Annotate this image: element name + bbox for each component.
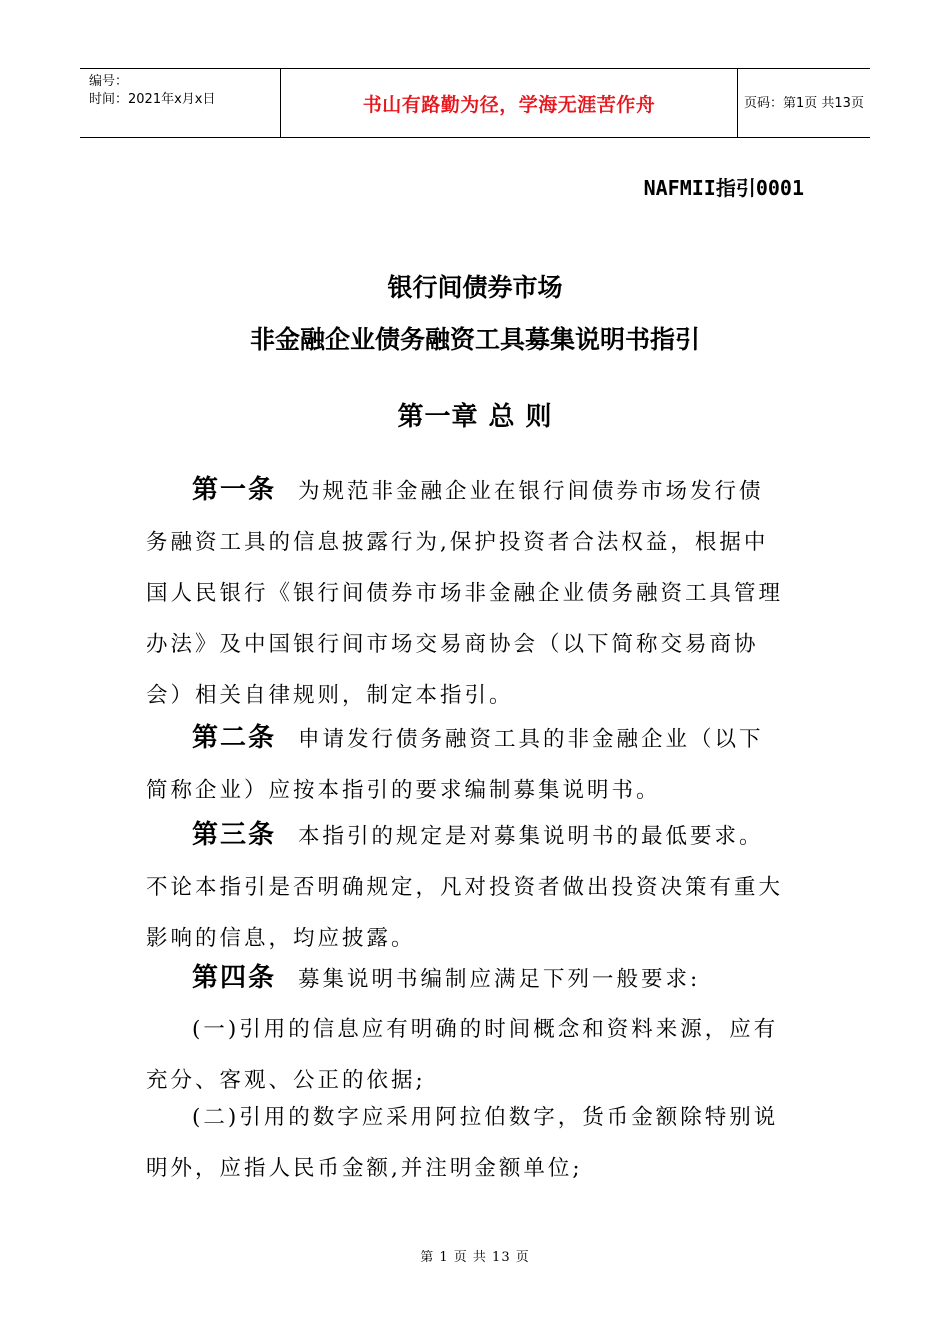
article-1 xyxy=(146,465,788,721)
header-number: 编号： xyxy=(89,74,129,89)
article-label: 第三条 xyxy=(192,820,277,850)
article-label: 第四条 xyxy=(192,963,277,993)
header-motto: 书山有路勤为径，学海无涯苦作舟 xyxy=(362,93,656,116)
title-line-1: 银行间债券市场 xyxy=(387,273,563,302)
header-meta xyxy=(80,69,280,137)
article-4 xyxy=(146,953,788,1005)
article-label: 第二条 xyxy=(192,723,277,753)
page-footer: 第 1 页 共 13 页 xyxy=(420,1250,530,1265)
list-item: (一)引用的信息应有明确的时间概念和资料来源，应有充分、客观、公正的依据; xyxy=(146,1017,779,1093)
header-time: 时间：2021年x月x日 xyxy=(89,92,216,107)
header-page-cell xyxy=(737,69,870,137)
article-text: 申请发行债务融资工具的非金融企业（以下简称企业）应按本指引的要求编制募集说明书。 xyxy=(146,727,764,803)
title-line-2: 非金融企业债务融资工具募集说明书指引 xyxy=(249,325,700,354)
article-text: 本指引的规定是对募集说明书的最低要求。不论本指引是否明确规定，凡对投资者做出投资决策有重大影响的信息，均应披露。 xyxy=(146,824,784,951)
chapter-title: 第一章 总 则 xyxy=(397,402,553,432)
list-item: (二)引用的数字应采用阿拉伯数字，货币金额除特别说明外，应指人民币金额,并注明金额单位; xyxy=(146,1105,779,1181)
header-motto-cell xyxy=(280,69,738,137)
article-3 xyxy=(146,810,788,964)
article-text: 募集说明书编制应满足下列一般要求: xyxy=(298,967,701,992)
article-text: 为规范非金融企业在银行间债券市场发行债务融资工具的信息披露行为,保护投资者合法权益，根据中国人民银行《银行间债券市场非金融企业债务融资工具管理办法》及中国银行间市场交易商协会（以下简称交易商协会）相关自律规则，制定本指引。 xyxy=(146,479,784,708)
header-page-info: 页码：第1页 共13页 xyxy=(744,95,864,111)
article-2 xyxy=(146,713,788,816)
page-header xyxy=(80,68,870,138)
document-code: NAFMII指引0001 xyxy=(643,176,804,200)
article-label: 第一条 xyxy=(192,475,277,505)
